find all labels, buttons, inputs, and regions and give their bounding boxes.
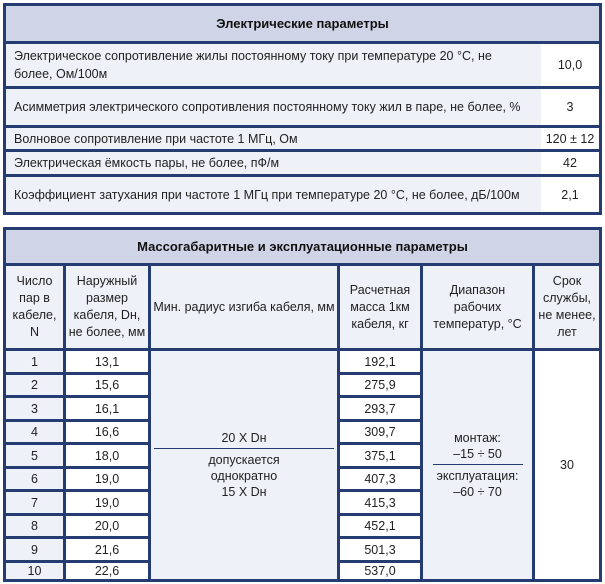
- column-header-bend-radius: Мин. радиус изгиба кабеля, мм: [151, 266, 337, 348]
- cell-diameter: 15,6: [66, 375, 148, 395]
- column-header-diameter: Наружный размер кабеля, Dн, не более, мм: [66, 266, 148, 348]
- parameter-value: 120 ± 12: [541, 128, 599, 149]
- cell-pairs: 6: [6, 469, 63, 489]
- cell-diameter: 21,6: [66, 539, 148, 560]
- cell-pairs: 1: [6, 351, 63, 372]
- divider: [154, 448, 334, 449]
- temp-operation-value: –60 ÷ 70: [453, 485, 502, 499]
- cell-pairs: 7: [6, 492, 63, 513]
- bend-radius-once-line2: однократно: [210, 469, 278, 483]
- bend-radius-merged-cell: [151, 351, 337, 579]
- parameter-label: Электрическая ёмкость пары, не более, пФ/м: [14, 156, 280, 170]
- cell-pairs: 8: [6, 516, 63, 536]
- table-row: [6, 128, 599, 149]
- temp-mount-label: монтаж:: [454, 431, 501, 445]
- mass-dimensional-table: [3, 227, 602, 582]
- cell-weight: 375,1: [340, 445, 420, 466]
- cell-diameter: 13,1: [66, 351, 148, 372]
- cell-diameter: 16,1: [66, 398, 148, 419]
- cell-pairs: 3: [6, 398, 63, 419]
- cell-pairs: 2: [6, 375, 63, 395]
- cell-weight: 192,1: [340, 351, 420, 372]
- temp-operation-label: эксплуатация:: [436, 469, 519, 483]
- table-row: [6, 89, 599, 125]
- cell-weight: 501,3: [340, 539, 420, 560]
- service-life-value: 30: [535, 351, 599, 579]
- parameter-value: 3: [541, 89, 599, 125]
- divider: [433, 464, 523, 465]
- column-header-service-life: Срок службы, не менее, лет: [535, 266, 599, 348]
- cell-pairs: 9: [6, 539, 63, 560]
- table-row: [6, 177, 599, 212]
- table-row: [6, 44, 599, 86]
- bend-radius-once-line1: допускается: [208, 453, 280, 467]
- parameter-label: Асимметрия электрического сопротивления постоянному току жил в паре, не более, %: [14, 100, 521, 114]
- parameter-value: 10,0: [541, 44, 599, 86]
- column-header-temperature: Диапазон рабочих температур, °С: [423, 266, 532, 348]
- electrical-table-title: Электрические параметры: [6, 6, 599, 41]
- parameter-label: Волновое сопротивление при частоте 1 МГц, Ом: [14, 131, 298, 146]
- cell-weight: 537,0: [340, 563, 420, 579]
- parameter-value: 42: [541, 152, 599, 174]
- cell-pairs: 5: [6, 445, 63, 466]
- cell-weight: 407,3: [340, 469, 420, 489]
- column-header-weight: Расчетная масса 1км кабеля, кг: [340, 266, 420, 348]
- parameter-label: Коэффициент затухания при частоте 1 МГц при температуре 20 °С, не более, дБ/100м: [14, 187, 520, 202]
- cell-weight: 293,7: [340, 398, 420, 419]
- cell-diameter: 16,6: [66, 422, 148, 442]
- cell-pairs: 10: [6, 563, 63, 579]
- temperature-merged-cell: [423, 351, 532, 579]
- column-header-pairs: Число пар в кабеле, N: [6, 266, 63, 348]
- parameter-value: 2,1: [541, 177, 599, 212]
- cell-diameter: 20,0: [66, 516, 148, 536]
- table-row: [6, 152, 599, 174]
- cell-weight: 415,3: [340, 492, 420, 513]
- cell-diameter: 19,0: [66, 469, 148, 489]
- cell-weight: 309,7: [340, 422, 420, 442]
- cell-diameter: 22,6: [66, 563, 148, 579]
- cell-weight: 275,9: [340, 375, 420, 395]
- mass-table-title: Массогабаритные и эксплуатационные параметры: [6, 230, 599, 263]
- cell-diameter: 18,0: [66, 445, 148, 466]
- temp-mount-value: –15 ÷ 50: [453, 447, 502, 461]
- electrical-parameters-table: [3, 3, 602, 215]
- bend-radius-value: 20 X Dн: [221, 431, 267, 445]
- cell-pairs: 4: [6, 422, 63, 442]
- bend-radius-once-line3: 15 X Dн: [221, 485, 267, 499]
- cell-weight: 452,1: [340, 516, 420, 536]
- parameter-label: Электрическое сопротивление жилы постоянному току при температуре 20 °С, не более, Ом/100м: [14, 49, 492, 81]
- cell-diameter: 19,0: [66, 492, 148, 513]
